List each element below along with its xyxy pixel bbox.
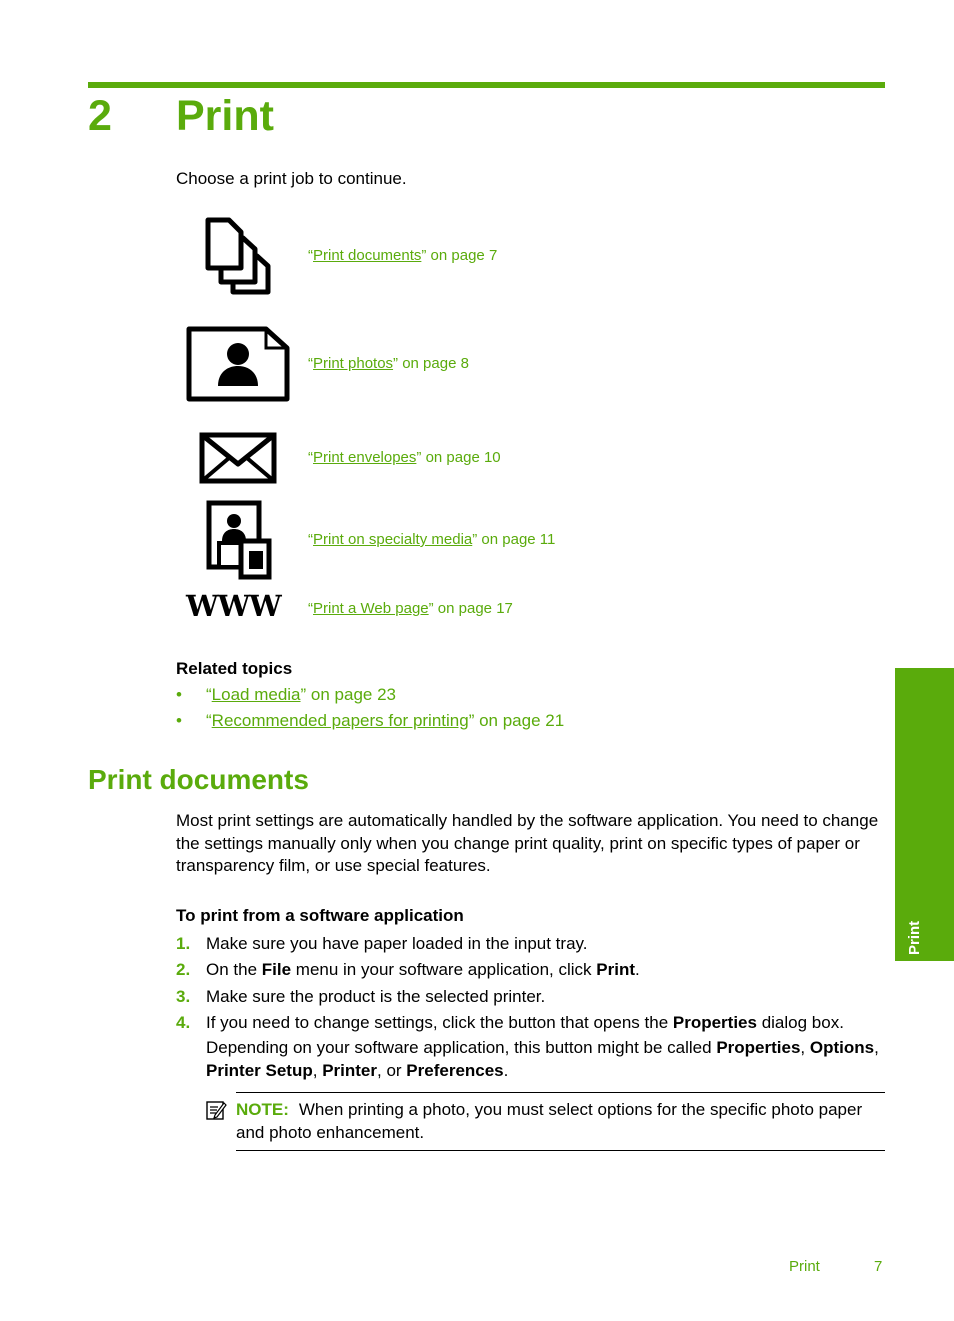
bullet: • [176, 711, 182, 730]
open-quote: “ [308, 247, 313, 264]
step-number: 4. [176, 1013, 191, 1032]
intro-text: Choose a print job to continue. [176, 169, 407, 188]
job-link-row [308, 449, 501, 466]
open-quote: “ [308, 355, 313, 372]
properties-term: Properties [672, 1013, 757, 1032]
page-ref: ” on page 23 [300, 685, 396, 704]
step-text: Make sure you have paper loaded in the input tray. [206, 934, 588, 953]
procedure-heading: To print from a software application [176, 906, 464, 925]
recommended-papers-link[interactable]: Recommended papers for printing [211, 711, 469, 730]
open-quote: “ [206, 685, 212, 704]
step-number: 1. [176, 934, 191, 953]
side-tab-label: Print [906, 920, 923, 955]
photo-icon [186, 326, 290, 402]
related-item [206, 685, 396, 705]
related-topics-heading: Related topics [176, 659, 293, 678]
specialty-media-icon [205, 499, 273, 581]
print-envelopes-link[interactable]: Print envelopes [313, 449, 417, 466]
job-link-row [308, 355, 469, 372]
open-quote: “ [308, 600, 313, 617]
open-quote: “ [308, 449, 313, 466]
job-link-row [308, 531, 555, 548]
step-text: If you need to change settings, click the button that opens the Properties dialog box. [206, 1013, 844, 1032]
documents-icon [205, 216, 273, 296]
step-4-detail: Depending on your software application, this button might be called Properties, Options, Printer Setup, Printer, or Preferences. [206, 1038, 879, 1080]
chapter-top-rule [88, 82, 885, 88]
page-ref: ” on page 7 [421, 247, 498, 264]
chapter-side-tab [895, 668, 954, 961]
step-number: 2. [176, 960, 191, 979]
note-text: When printing a photo, you must select options for the specific photo paper and photo enhancement. [236, 1100, 863, 1142]
page-ref: ” on page 8 [393, 355, 469, 372]
note-top-rule [236, 1092, 885, 1093]
note-label: NOTE: [236, 1100, 289, 1119]
print-photos-link[interactable]: Print photos [313, 355, 394, 372]
load-media-link[interactable]: Load media [211, 685, 301, 704]
section-title: Print documents [88, 764, 309, 795]
open-quote: “ [308, 531, 313, 548]
step-text: Make sure the product is the selected printer. [206, 987, 546, 1006]
step-text: On the File menu in your software application, click Print. [206, 960, 640, 979]
print-web-page-link[interactable]: Print a Web page [313, 600, 429, 617]
step-number: 3. [176, 987, 191, 1006]
page-ref: ” on page 21 [468, 711, 565, 730]
footer-section: Print [789, 1258, 820, 1275]
print-documents-link[interactable]: Print documents [313, 247, 422, 264]
print-command-term: Print [596, 960, 635, 979]
footer-page-number: 7 [874, 1258, 883, 1275]
related-item [206, 711, 564, 731]
job-link-row [308, 247, 497, 264]
chapter-title: Print [176, 92, 274, 140]
www-icon: WWW [186, 589, 281, 623]
note-block [236, 1099, 886, 1144]
open-quote: “ [206, 711, 212, 730]
job-link-row [308, 600, 513, 617]
bullet: • [176, 685, 182, 704]
page-ref: ” on page 11 [472, 531, 556, 548]
file-menu-term: File [261, 960, 292, 979]
note-bottom-rule [236, 1150, 885, 1151]
page-ref: ” on page 10 [416, 449, 501, 466]
page-ref: ” on page 17 [428, 600, 513, 617]
note-icon [205, 1099, 227, 1121]
chapter-number: 2 [88, 92, 112, 140]
print-specialty-media-link[interactable]: Print on specialty media [313, 531, 473, 548]
section-paragraph: Most print settings are automatically handled by the software application. You need to change the settings manually only when you change print quality, print on specific types of paper or transparency film, or use special features. [176, 811, 879, 875]
envelope-icon [199, 432, 277, 484]
